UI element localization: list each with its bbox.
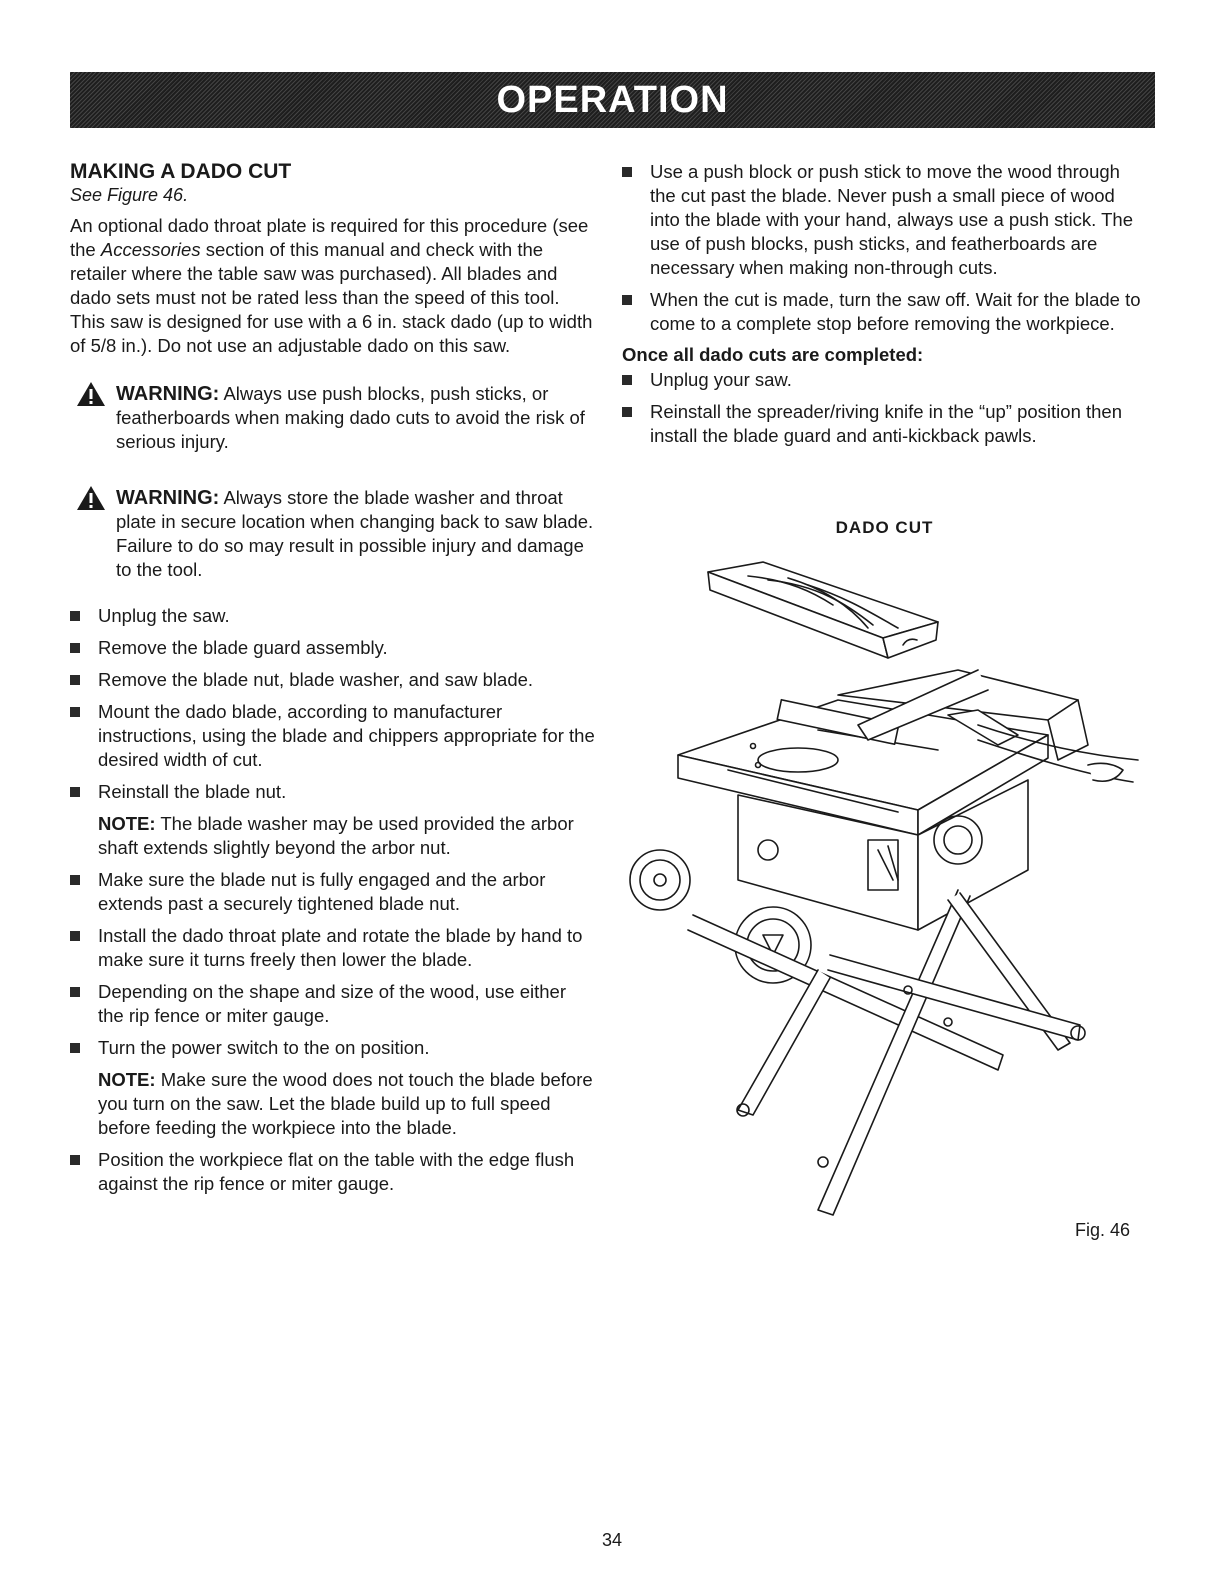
list-item: Reinstall the blade nut. — [70, 780, 595, 804]
list-item: Position the workpiece flat on the table with the edge flush against the rip fence or miter gauge. — [70, 1148, 595, 1196]
list-item: When the cut is made, turn the saw off. Wait for the blade to come to a complete stop before removing the workpiece. — [622, 288, 1147, 336]
right-column — [622, 160, 1147, 456]
section-heading: MAKING A DADO CUT — [70, 160, 292, 183]
figure-reference: See Figure 46. — [70, 185, 189, 205]
step-list — [622, 160, 1147, 336]
list-item: Use a push block or push stick to move the wood through the cut past the blade. Never push a small piece of wood into the blade with your hand, always use a push stick. The use of push blocks, push sticks, and featherboards are necessary when making non-through cuts. — [622, 160, 1147, 280]
list-item: Mount the dado blade, according to manufacturer instructions, using the blade and chippers appropriate for the desired width of cut. — [70, 700, 595, 772]
warning-block — [70, 382, 595, 454]
list-item: Unplug the saw. — [70, 604, 595, 628]
list-item: Make sure the blade nut is fully engaged and the arbor extends past a securely tightened blade nut. — [70, 868, 595, 916]
note: NOTE: Make sure the wood does not touch the blade before you turn on the saw. Let the blade build up to full speed before feeding the workpiece into the blade. — [98, 1069, 593, 1138]
figure-label: Fig. 46 — [1075, 1220, 1131, 1240]
warning-block — [70, 486, 595, 582]
list-item: Turn the power switch to the on position. — [70, 1036, 595, 1060]
workpiece-board — [708, 562, 938, 658]
banner-title: OPERATION — [496, 78, 729, 121]
step-list — [70, 604, 595, 804]
page-number: 34 — [601, 1530, 623, 1550]
step-list — [70, 1148, 595, 1196]
section-banner — [70, 72, 1155, 128]
warning-icon — [76, 381, 106, 407]
note: NOTE: The blade washer may be used provided the arbor shaft extends slightly beyond the arbor nut. — [98, 813, 574, 858]
subheading: Once all dado cuts are completed: — [622, 344, 924, 365]
warning-label: WARNING: — [116, 487, 220, 509]
intro-paragraph: An optional dado throat plate is required for this procedure (see the Accessories section of this manual and check with the retailer where the table saw was purchased). All blades and dado sets must not be rated less than the speed of this tool. This saw is designed for use with a 6 in. stack dado (up to width of 5/8 in.). Do not use an adjustable dado on this saw. — [70, 215, 593, 356]
table-saw-illustration — [618, 550, 1148, 1230]
list-item: Depending on the shape and size of the wood, use either the rip fence or miter gauge. — [70, 980, 595, 1028]
left-column — [70, 160, 595, 1204]
step-list — [70, 868, 595, 1060]
warning-text: Always use push blocks, push sticks, or featherboards when making dado cuts to avoid the risk of serious injury. — [116, 383, 585, 452]
warning-label: WARNING: — [116, 383, 220, 405]
list-item: Install the dado throat plate and rotate the blade by hand to make sure it turns freely then lower the blade. — [70, 924, 595, 972]
list-item: Remove the blade guard assembly. — [70, 636, 595, 660]
warning-text: Always store the blade washer and throat plate in secure location when changing back to saw blade. Failure to do so may result in possible injury and damage to the tool. — [116, 487, 594, 580]
list-item: Reinstall the spreader/riving knife in the “up” position then install the blade guard and anti-kickback pawls. — [622, 400, 1147, 448]
figure-title: DADO CUT — [835, 518, 934, 537]
list-item: Remove the blade nut, blade washer, and saw blade. — [70, 668, 595, 692]
list-item: Unplug your saw. — [622, 368, 1147, 392]
warning-icon — [76, 485, 106, 511]
step-list — [622, 368, 1147, 448]
